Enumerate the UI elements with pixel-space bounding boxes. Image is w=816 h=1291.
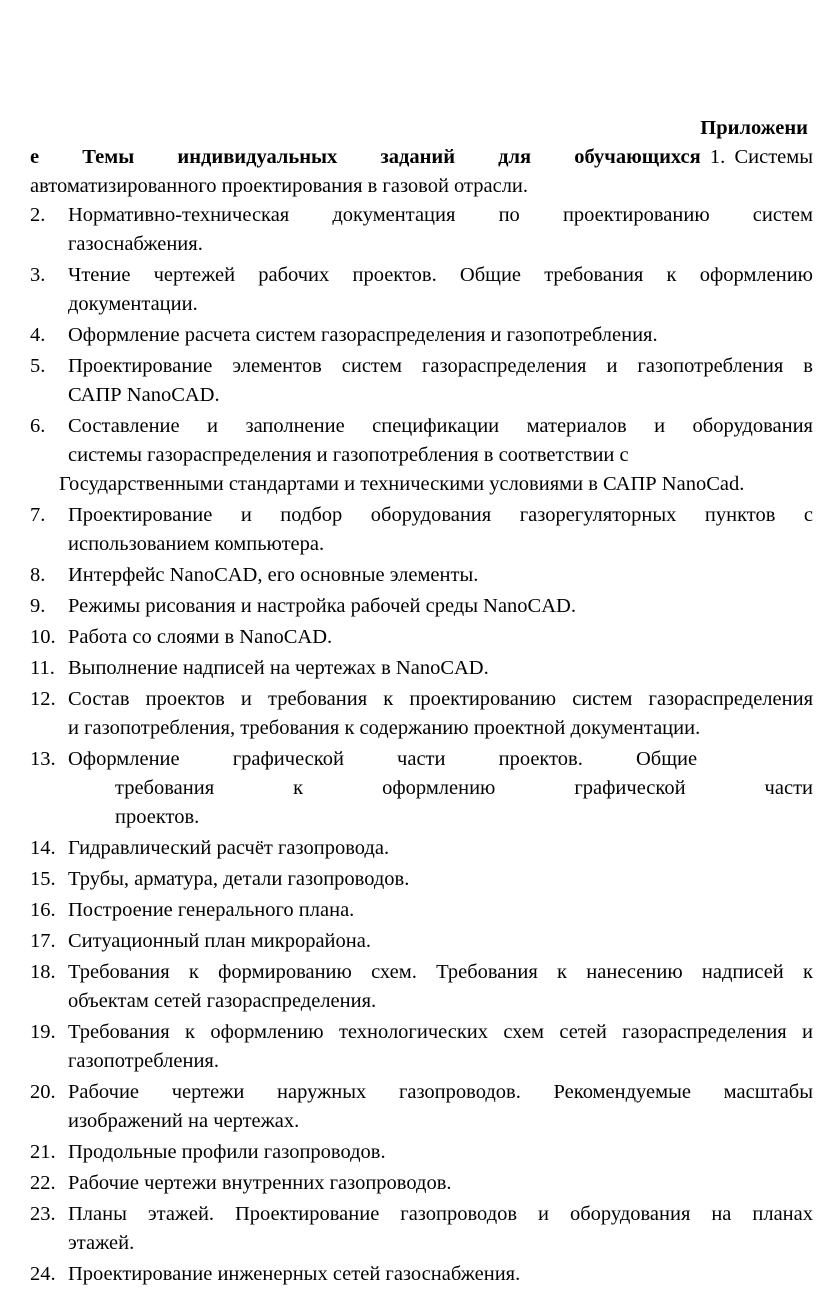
item-line: Составление и заполнение спецификации материалов и оборудования	[68, 415, 813, 437]
item-line: изображений на чертежах.	[68, 1110, 300, 1132]
list-item	[30, 865, 813, 894]
item-line: Оформление графической части проектов. Общие	[68, 748, 698, 770]
item-line: Проектирование и подбор оборудования газорегуляторных пунктов с	[68, 504, 813, 526]
list-item	[30, 1200, 813, 1258]
item-number: 21.	[30, 1141, 56, 1163]
item-line: газоснабжения.	[68, 233, 203, 255]
item-number: 22.	[30, 1172, 56, 1194]
item-number: 4.	[30, 324, 46, 346]
item-line: Чтение чертежей рабочих проектов. Общие требования к оформлению	[68, 264, 813, 286]
item-number: 5.	[30, 355, 46, 377]
item-line: Состав проектов и требования к проектированию систем газораспределения	[68, 688, 813, 710]
list-item	[30, 654, 813, 683]
item-line: объектам сетей газораспределения.	[68, 990, 377, 1012]
item-number: 24.	[30, 1263, 56, 1285]
item-line: системы газораспределения и газопотребления в соответствии с	[68, 444, 629, 466]
item-line: Рабочие чертежи внутренних газопроводов.	[68, 1172, 452, 1194]
item-number: 10.	[30, 626, 56, 648]
item-line: Рабочие чертежи наружных газопроводов. Рекомендуемые масштабы	[68, 1081, 813, 1103]
item-line: Выполнение надписей на чертежах в NanoCAD.	[68, 657, 489, 679]
item-number: 14.	[30, 837, 56, 859]
item-1-text: 1. Системы автоматизированного проектирования в газовой отрасли.	[30, 146, 814, 197]
topics-list	[30, 201, 813, 1291]
list-item	[30, 1138, 813, 1167]
item-number: 16.	[30, 899, 56, 921]
item-number: 7.	[30, 504, 46, 526]
item-number: 6.	[30, 415, 46, 437]
item-line: Продольные профили газопроводов.	[68, 1141, 386, 1163]
list-item	[30, 834, 813, 863]
item-number: 11.	[30, 657, 55, 679]
list-item	[30, 261, 813, 319]
item-number: 20.	[30, 1081, 56, 1103]
item-line: САПР NanoCAD.	[68, 384, 220, 406]
list-item	[30, 1018, 813, 1076]
item-line: Проектирование элементов систем газораспределения и газопотребления в	[68, 355, 813, 377]
list-item	[30, 896, 813, 925]
item-line: Нормативно-техническая документация по проектированию систем	[68, 204, 813, 226]
item-line: Требования к оформлению технологических схем сетей газораспределения и	[68, 1021, 813, 1043]
list-item	[30, 592, 813, 621]
item-number: 8.	[30, 564, 46, 586]
item-line: Интерфейс NanoCAD, его основные элементы.	[68, 564, 479, 586]
item-number: 15.	[30, 868, 56, 890]
list-item	[30, 685, 813, 743]
item-number: 2.	[30, 204, 46, 226]
list-item	[30, 201, 813, 259]
item-line: Гидравлический расчёт газопровода.	[68, 837, 390, 859]
item-line: Государственными стандартами и техническими условиями в САПР NanoCad.	[59, 473, 745, 495]
topics-title: е Темы индивидуальных заданий для обучающихся	[30, 146, 701, 168]
item-line: Оформление расчета систем газораспределения и газопотребления.	[68, 324, 658, 346]
item-line: использованием компьютера.	[68, 533, 325, 555]
item-line: Ситуационный план микрорайона.	[68, 930, 371, 952]
list-item	[30, 958, 813, 1016]
list-item	[30, 1260, 813, 1289]
item-line: документации.	[68, 293, 198, 315]
list-item	[30, 623, 813, 652]
item-number: 23.	[30, 1203, 56, 1225]
item-line: Построение генерального плана.	[68, 899, 355, 921]
item-line: требования к оформлению графической части проектов.	[115, 777, 813, 828]
item-line: Требования к формированию схем. Требования к нанесению надписей к	[68, 961, 813, 983]
item-number: 9.	[30, 595, 46, 617]
item-number: 18.	[30, 961, 56, 983]
list-item	[30, 501, 813, 559]
intro-paragraph	[30, 143, 813, 201]
item-line: Режимы рисования и настройка рабочей среды NanoCAD.	[68, 595, 576, 617]
item-line: Трубы, арматура, детали газопроводов.	[68, 868, 410, 890]
list-item	[30, 745, 813, 832]
item-number: 13.	[30, 748, 56, 770]
item-line: этажей.	[68, 1232, 135, 1254]
list-item	[30, 1078, 813, 1136]
list-item	[30, 321, 813, 350]
item-number: 12.	[30, 688, 56, 710]
item-line: и газопотребления, требования к содержанию проектной документации.	[68, 717, 701, 739]
appendix-heading: Приложени	[700, 117, 808, 139]
item-number: 3.	[30, 264, 46, 286]
item-number: 17.	[30, 930, 56, 952]
list-item	[30, 561, 813, 590]
list-item	[30, 412, 813, 499]
item-line: Планы этажей. Проектирование газопроводов и оборудования на планах	[68, 1203, 813, 1225]
list-item	[30, 927, 813, 956]
list-item	[30, 352, 813, 410]
list-item	[30, 1169, 813, 1198]
item-number: 19.	[30, 1021, 56, 1043]
item-line: Проектирование инженерных сетей газоснабжения.	[68, 1263, 521, 1285]
item-line: газопотребления.	[68, 1050, 219, 1072]
item-line: Работа со слоями в NanoCAD.	[68, 626, 333, 648]
